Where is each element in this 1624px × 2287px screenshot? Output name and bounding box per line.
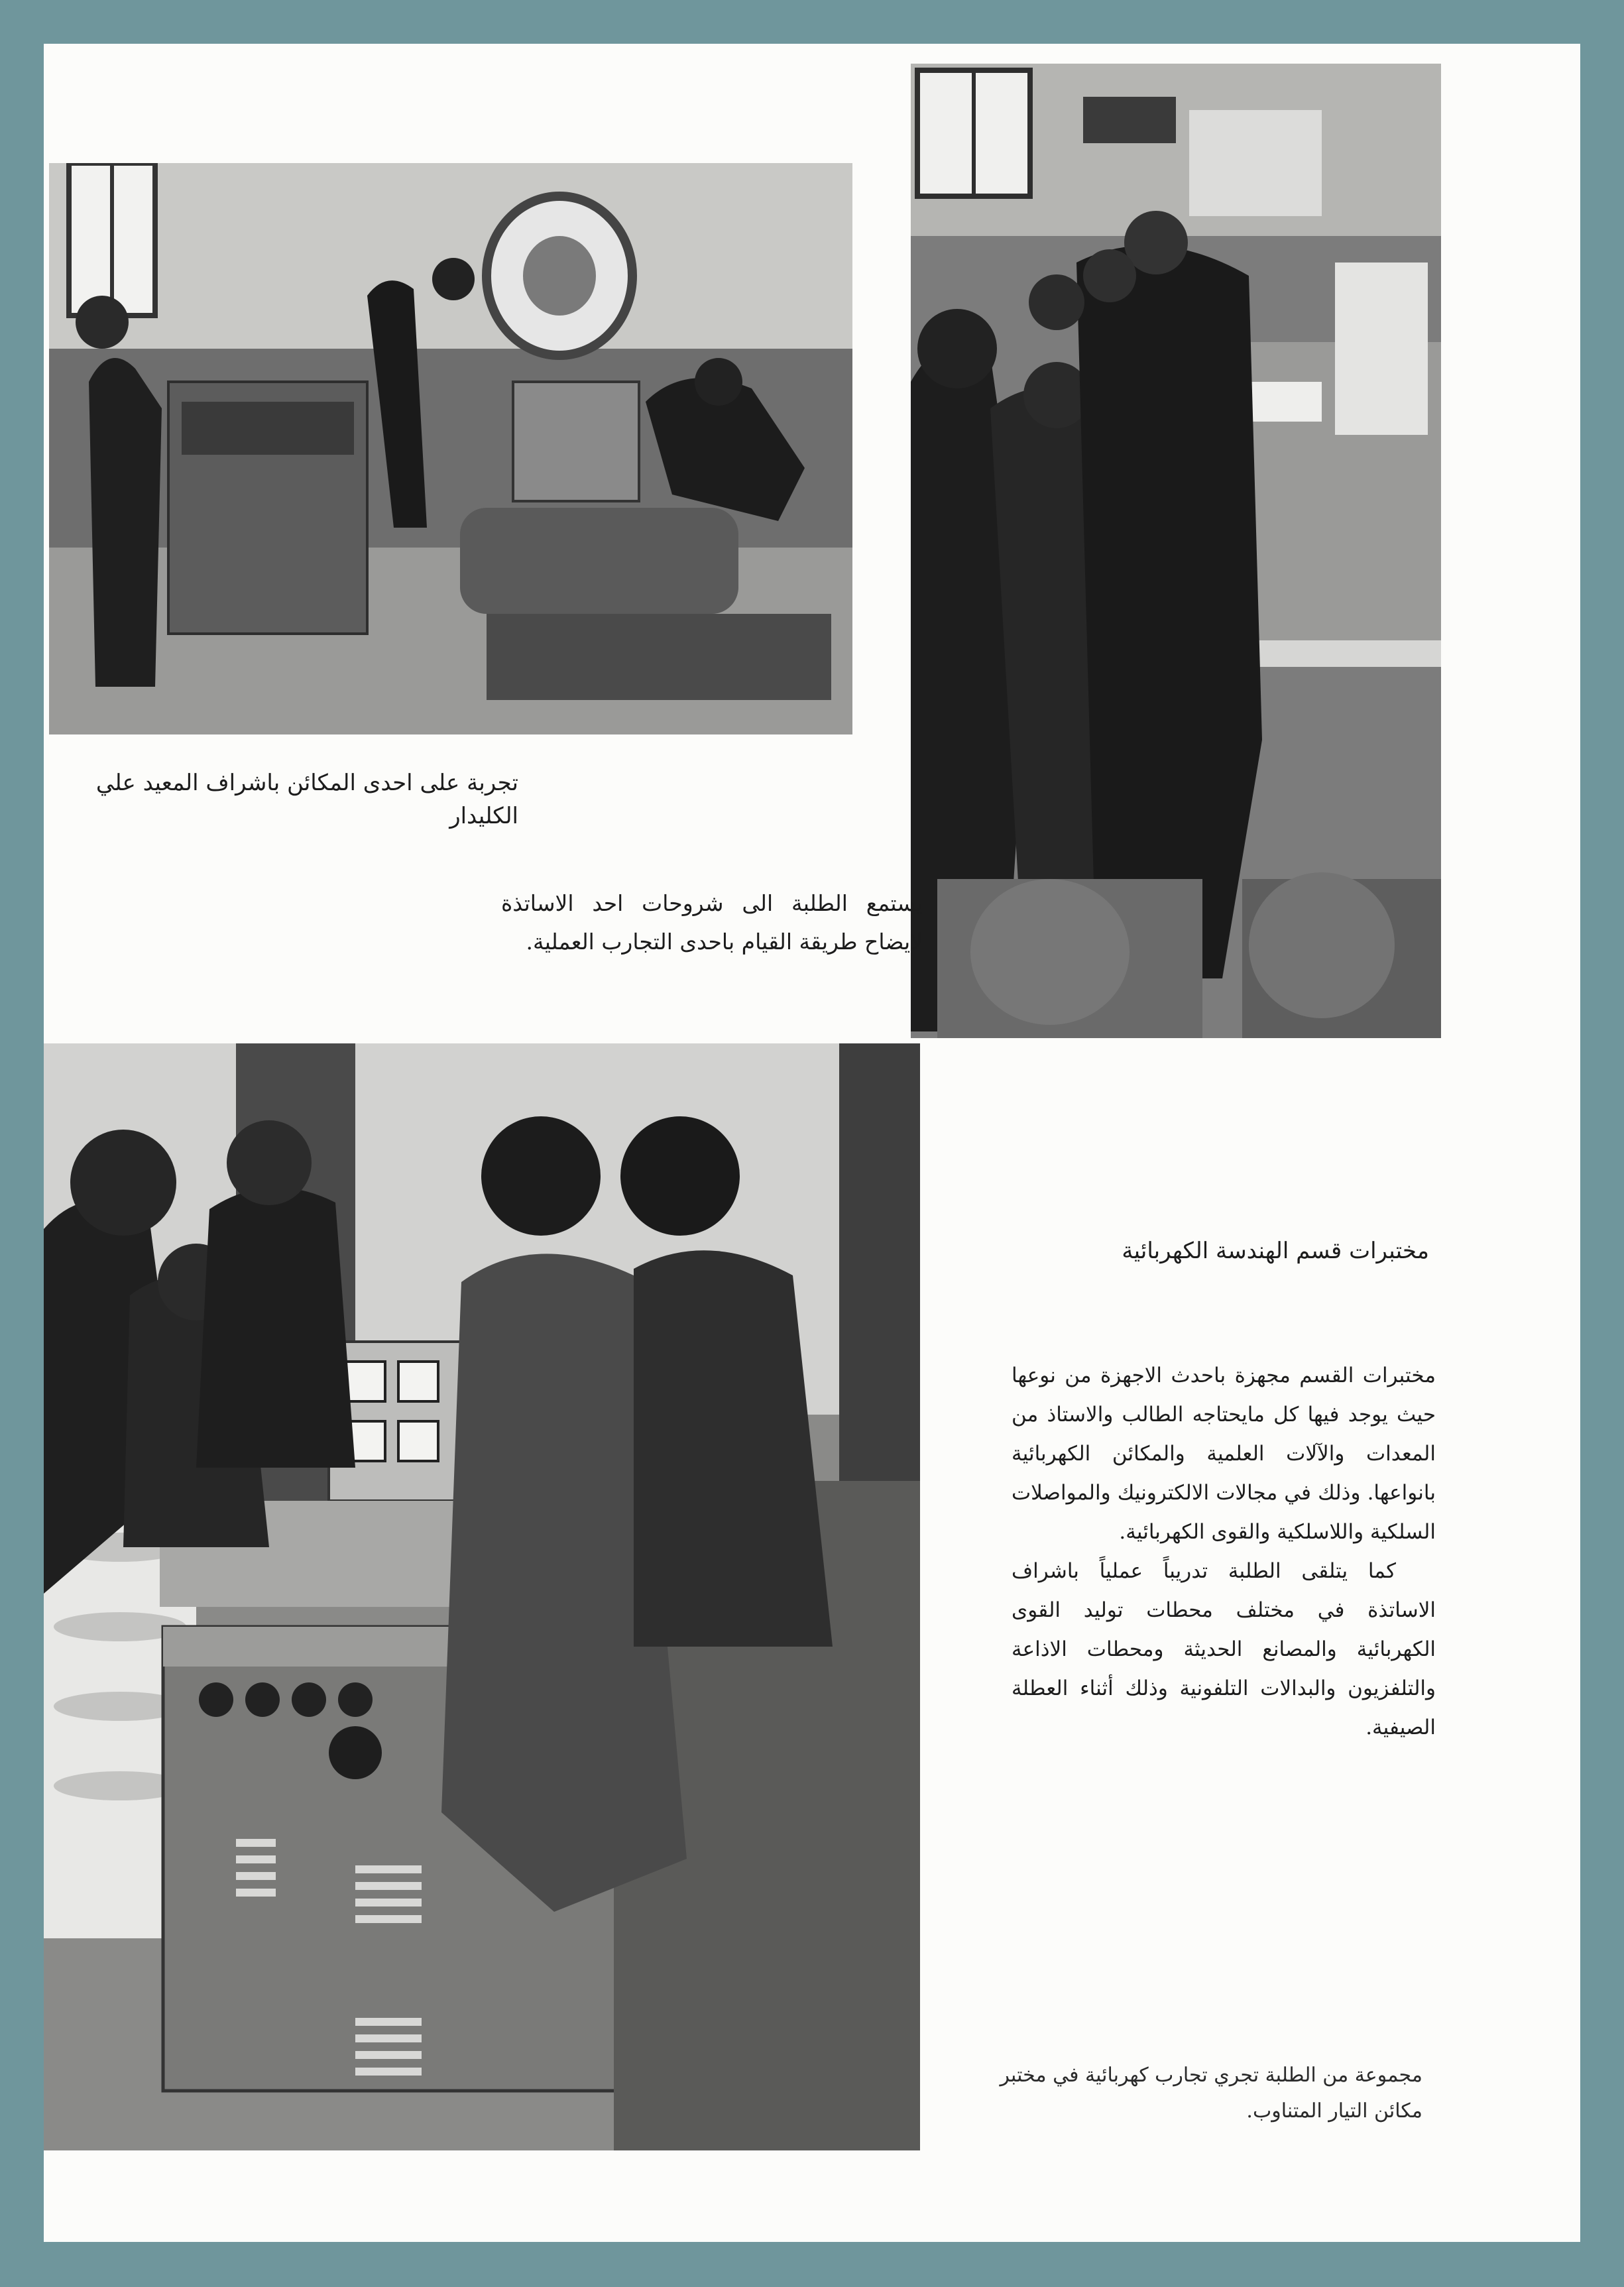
section-heading: مختبرات قسم الهندسة الكهربائية	[1122, 1238, 1429, 1264]
caption-machine-experiment: تجربة على احدى المكائن باشراف المعيد علي الكليدار	[95, 770, 518, 829]
page-sheet	[44, 44, 1580, 2242]
section-body-paragraph-1: مختبرات القسم مجهزة باحدث الاجهزة من نوعها حيث يوجد فيها كل مايحتاجه الطالب والاستاذ من المعدات والآلات العلمية والمكائن الكهربائية بانواعها. وذلك في مجالات الالكترونيك والمواصلات السلكية واللاسلكية والقوى الكهربائية.	[1012, 1364, 1436, 1544]
photo-group-experiment	[44, 1043, 920, 2150]
photo-machine-experiment	[49, 163, 852, 734]
section-body-paragraph-2: كما يتلقى الطلبة تدريباً عملياً باشراف الاساتذة في مختلف محطات توليد القوى الكهربائية والمصانع الحديثة ومحطات الاذاعة والتلفزيون والبدالات التلفونية وذلك أثناء العطلة الصيفية.	[1012, 1559, 1436, 1739]
caption-students-listening: يستمع الطلبة الى شروحات احد الاساتذة لايضاح طريقة القيام باحدى التجارب العملية.	[501, 890, 923, 955]
photo-students-listening	[911, 64, 1441, 1038]
section-body	[1012, 1356, 1436, 1747]
caption-group-experiment: مجموعة من الطلبة تجري تجارب كهربائية في مختبر مكائن التيار المتناوب.	[1000, 2064, 1422, 2123]
